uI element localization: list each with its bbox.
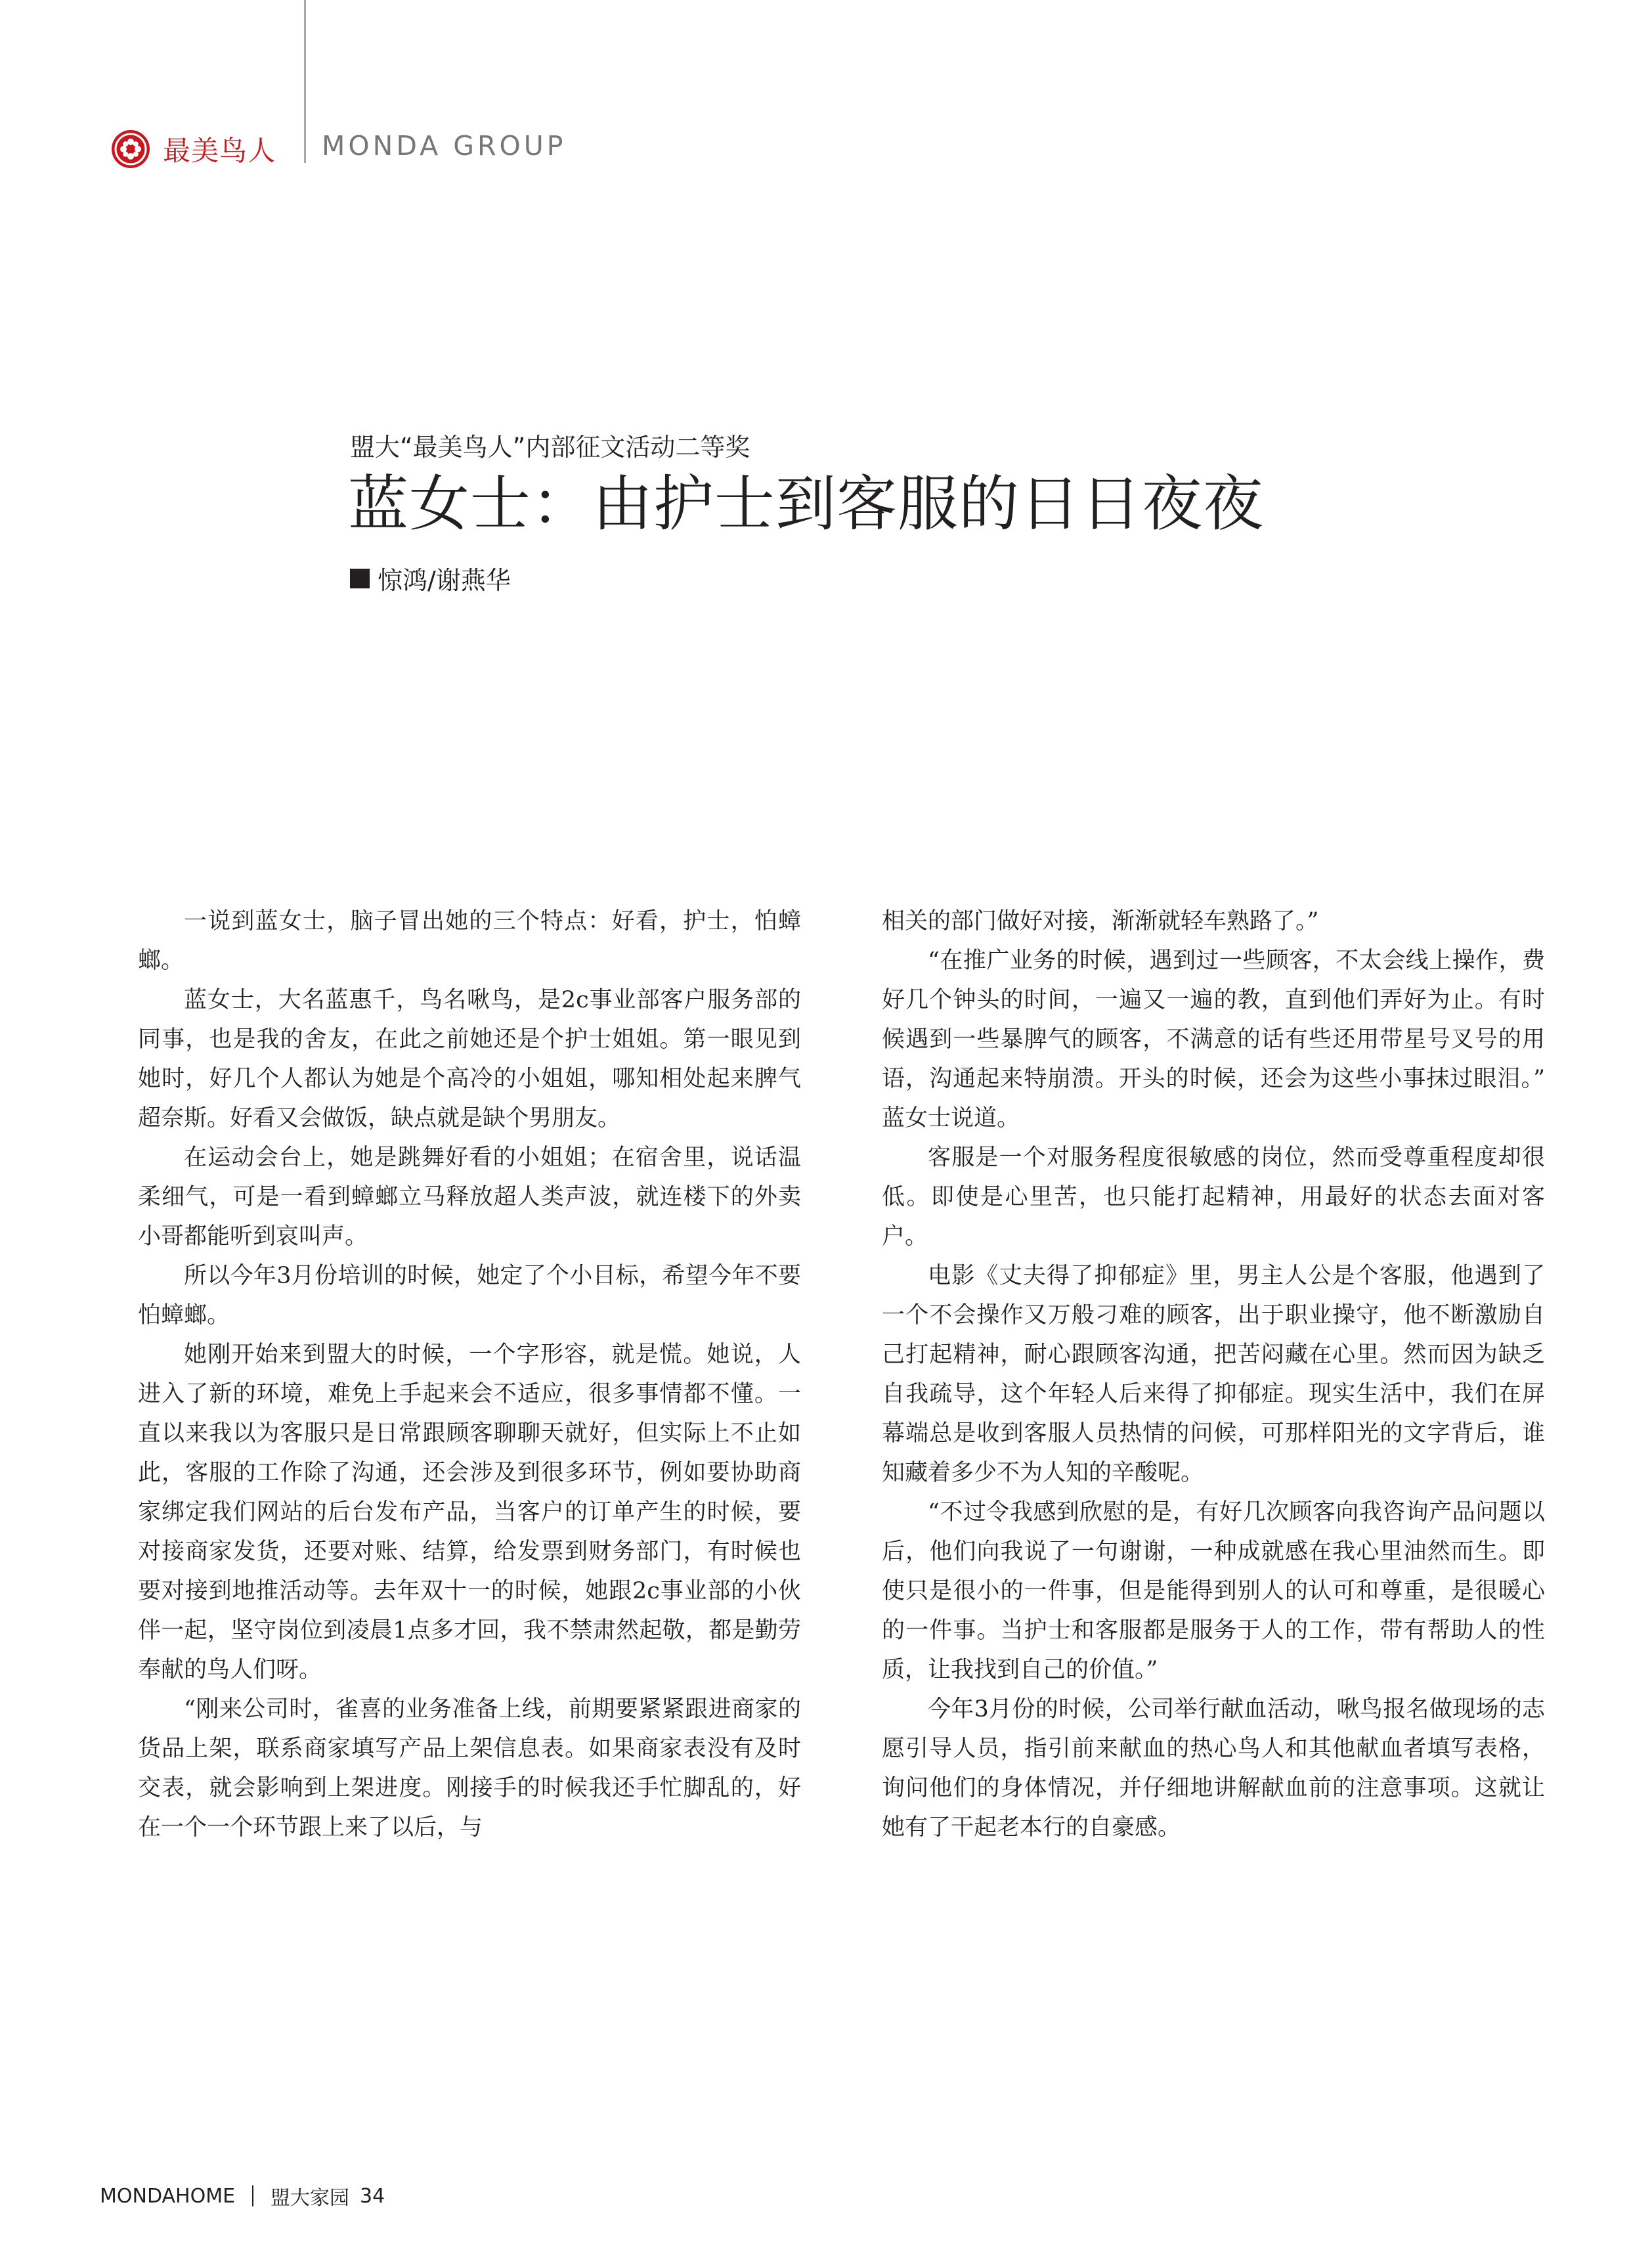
- paragraph: 蓝女士，大名蓝惠千，鸟名啾鸟，是2c事业部客户服务部的同事，也是我的舍友，在此之前她还是个护士姐姐。第一眼见到她时，好几个人都认为她是个高冷的小姐姐，哪知相处起来脾气超奈斯。好看又会做饭，缺点就是缺个男朋友。: [138, 987, 801, 1131]
- group-name: MONDA GROUP: [322, 130, 567, 162]
- body-column-right: [882, 902, 1545, 1847]
- paragraph: 电影《丈夫得了抑郁症》里，男主人公是个客服，他遇到了一个不会操作又万般刁难的顾客，出于职业操守，他不断激励自己打起精神，耐心跟顾客沟通，把苦闷藏在心里。然而因为缺乏自我疏导，这个年轻人后来得了抑郁症。现实生活中，我们在屏幕端总是收到客服人员热情的问候，可那样阳光的文字背后，谁知藏着多少不为人知的辛酸呢。: [882, 1263, 1545, 1486]
- footer-brand: MONDAHOME: [100, 2184, 236, 2208]
- article-byline: [350, 560, 511, 596]
- paragraph: 她刚开始来到盟大的时候，一个字形容，就是慌。她说，人进入了新的环境，难免上手起来会不适应，很多事情都不懂。一直以来我以为客服只是日常跟顾客聊聊天就好，但实际上不止如此，客服的工作除了沟通，还会涉及到很多环节，例如要协助商家绑定我们网站的后台发布产品，当客户的订单产生的时候，要对接商家发货，还要对账、结算，给发票到财务部门，有时候也要对接到地推活动等。去年双十一的时候，她跟2c事业部的小伙伴一起，坚守岗位到凌晨1点多才回，我不禁肃然起敬，都是勤劳奉献的鸟人们呀。: [138, 1342, 801, 1683]
- paragraph: “不过令我感到欣慰的是，有好几次顾客向我咨询产品问题以后，他们向我说了一句谢谢，一种成就感在我心里油然而生。即使只是很小的一件事，但是能得到别人的认可和尊重，是很暖心的一件事。当护士和客服都是服务于人的工作，带有帮助人的性质，让我找到自己的价值。”: [882, 1499, 1545, 1683]
- byline-square-icon: [350, 569, 370, 588]
- paragraph: “刚来公司时，雀喜的业务准备上线，前期要紧紧跟进商家的货品上架，联系商家填写产品上架信息表。如果商家表没有及时交表，就会影响到上架进度。刚接手的时候我还手忙脚乱的，好在一个一个环节跟上来了以后，与: [138, 1696, 801, 1841]
- footer-magazine: 盟大家园: [271, 2187, 350, 2210]
- section-name: 最美鸟人: [163, 135, 276, 167]
- paragraph: 所以今年3月份培训的时候，她定了个小目标，希望今年不要怕蟑螂。: [138, 1263, 801, 1328]
- page-footer: [100, 2181, 385, 2210]
- paragraph: 今年3月份的时候，公司举行献血活动，啾鸟报名做现场的志愿引导人员，指引前来献血的热心鸟人和其他献血者填写表格，询问他们的身体情况，并仔细地讲解献血前的注意事项。这就让她有了干起老本行的自豪感。: [882, 1696, 1545, 1841]
- footer-divider: [252, 2185, 253, 2206]
- page-number: 34: [360, 2184, 385, 2208]
- paragraph-continued: 相关的部门做好对接，渐渐就轻车熟路了。”: [882, 908, 1319, 934]
- top-vertical-rule: [304, 0, 306, 163]
- paragraph: 在运动会台上，她是跳舞好看的小姐姐；在宿舍里，说话温柔细气，可是一看到蟑螂立马释放超人类声波，就连楼下的外卖小哥都能听到哀叫声。: [138, 1145, 801, 1250]
- byline-text: 惊鸿/谢燕华: [378, 566, 511, 595]
- paragraph: 一说到蓝女士，脑子冒出她的三个特点：好看，护士，怕蟑螂。: [138, 908, 801, 974]
- article-headline: 蓝女士：由护士到客服的日日夜夜: [348, 469, 1265, 539]
- flower-seal-icon: [110, 129, 151, 169]
- section-header: [110, 123, 276, 175]
- paragraph: “在推广业务的时候，遇到过一些顾客，不太会线上操作，费好几个钟头的时间，一遍又一遍的教，直到他们弄好为止。有时候遇到一些暴脾气的顾客，不满意的话有些还用带星号叉号的用语，沟通起来特崩溃。开头的时候，还会为这些小事抹过眼泪。” 蓝女士说道。: [882, 948, 1545, 1131]
- article-kicker: 盟大“最美鸟人”内部征文活动二等奖: [350, 433, 750, 462]
- paragraph: 客服是一个对服务程度很敏感的岗位，然而受尊重程度却很低。即使是心里苦，也只能打起精神，用最好的状态去面对客户。: [882, 1145, 1545, 1250]
- body-column-left: [138, 902, 801, 1847]
